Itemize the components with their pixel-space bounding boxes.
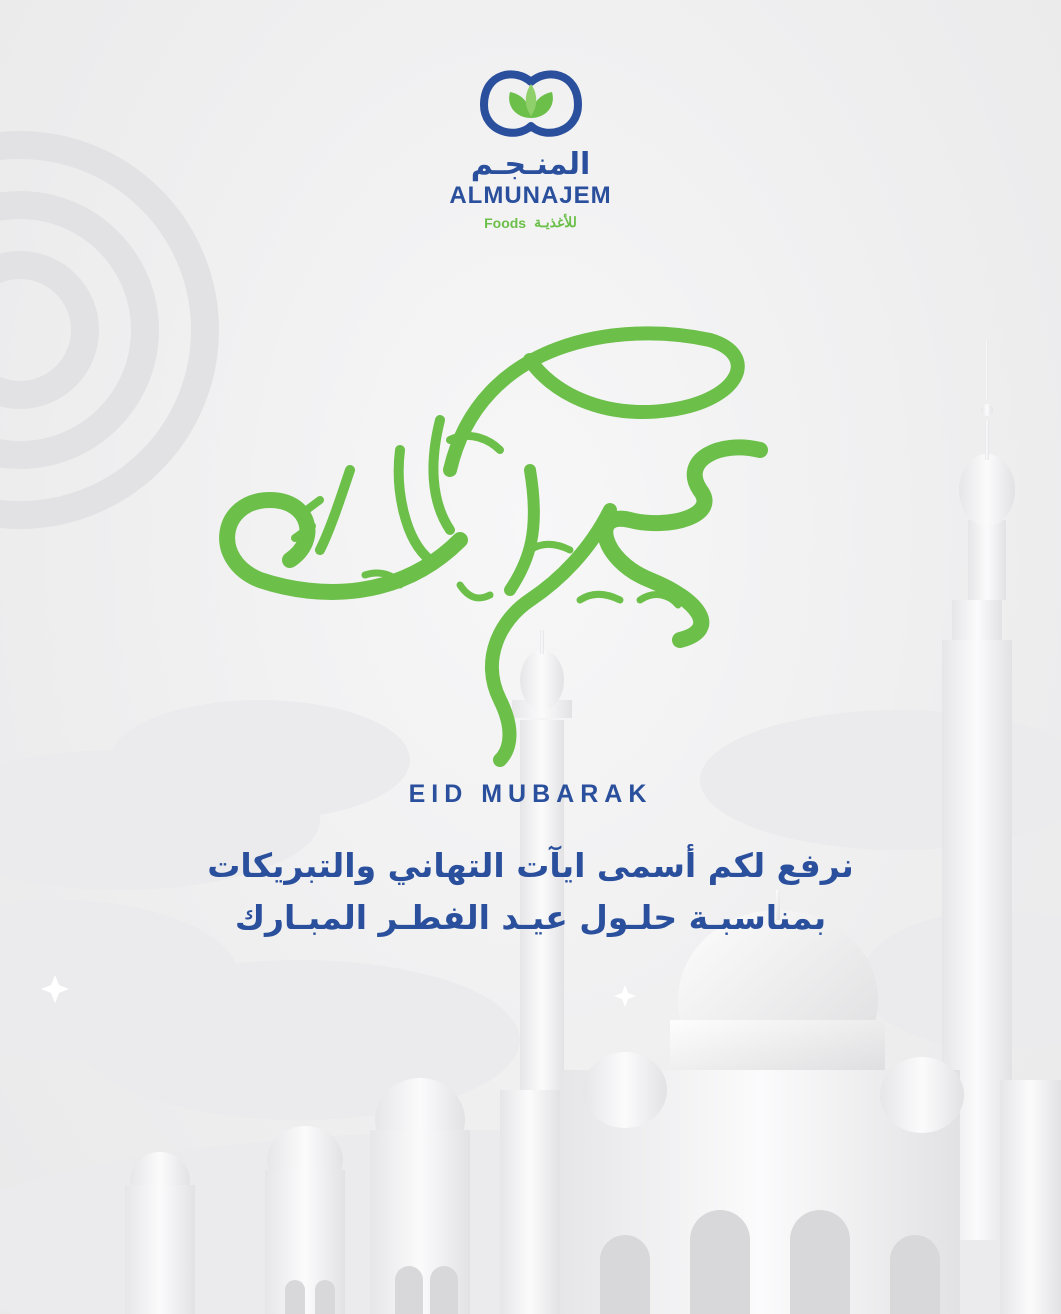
greeting-line-2: بمناسبـة حلـول عيـد الفطـر المبـارك bbox=[234, 898, 827, 937]
brand-tagline bbox=[484, 214, 577, 231]
greeting-line-1: نرفع لكم أسمى ايآت التهاني والتبريكات bbox=[207, 846, 854, 885]
brand-name-arabic: المنـجـم bbox=[470, 147, 591, 182]
brand-name-english: ALMUNAJEM bbox=[449, 182, 612, 209]
eid-calligraphy-artwork bbox=[200, 300, 780, 770]
eid-mubarak-headline: EID MUBARAK bbox=[408, 780, 653, 808]
brand-foods-arabic: للأغذيـة bbox=[534, 214, 577, 230]
brand-foods-english: Foods bbox=[484, 214, 527, 231]
leaf-logo-icon bbox=[476, 70, 586, 140]
greeting-message bbox=[0, 840, 1061, 944]
brand-logo-block bbox=[0, 70, 1061, 231]
